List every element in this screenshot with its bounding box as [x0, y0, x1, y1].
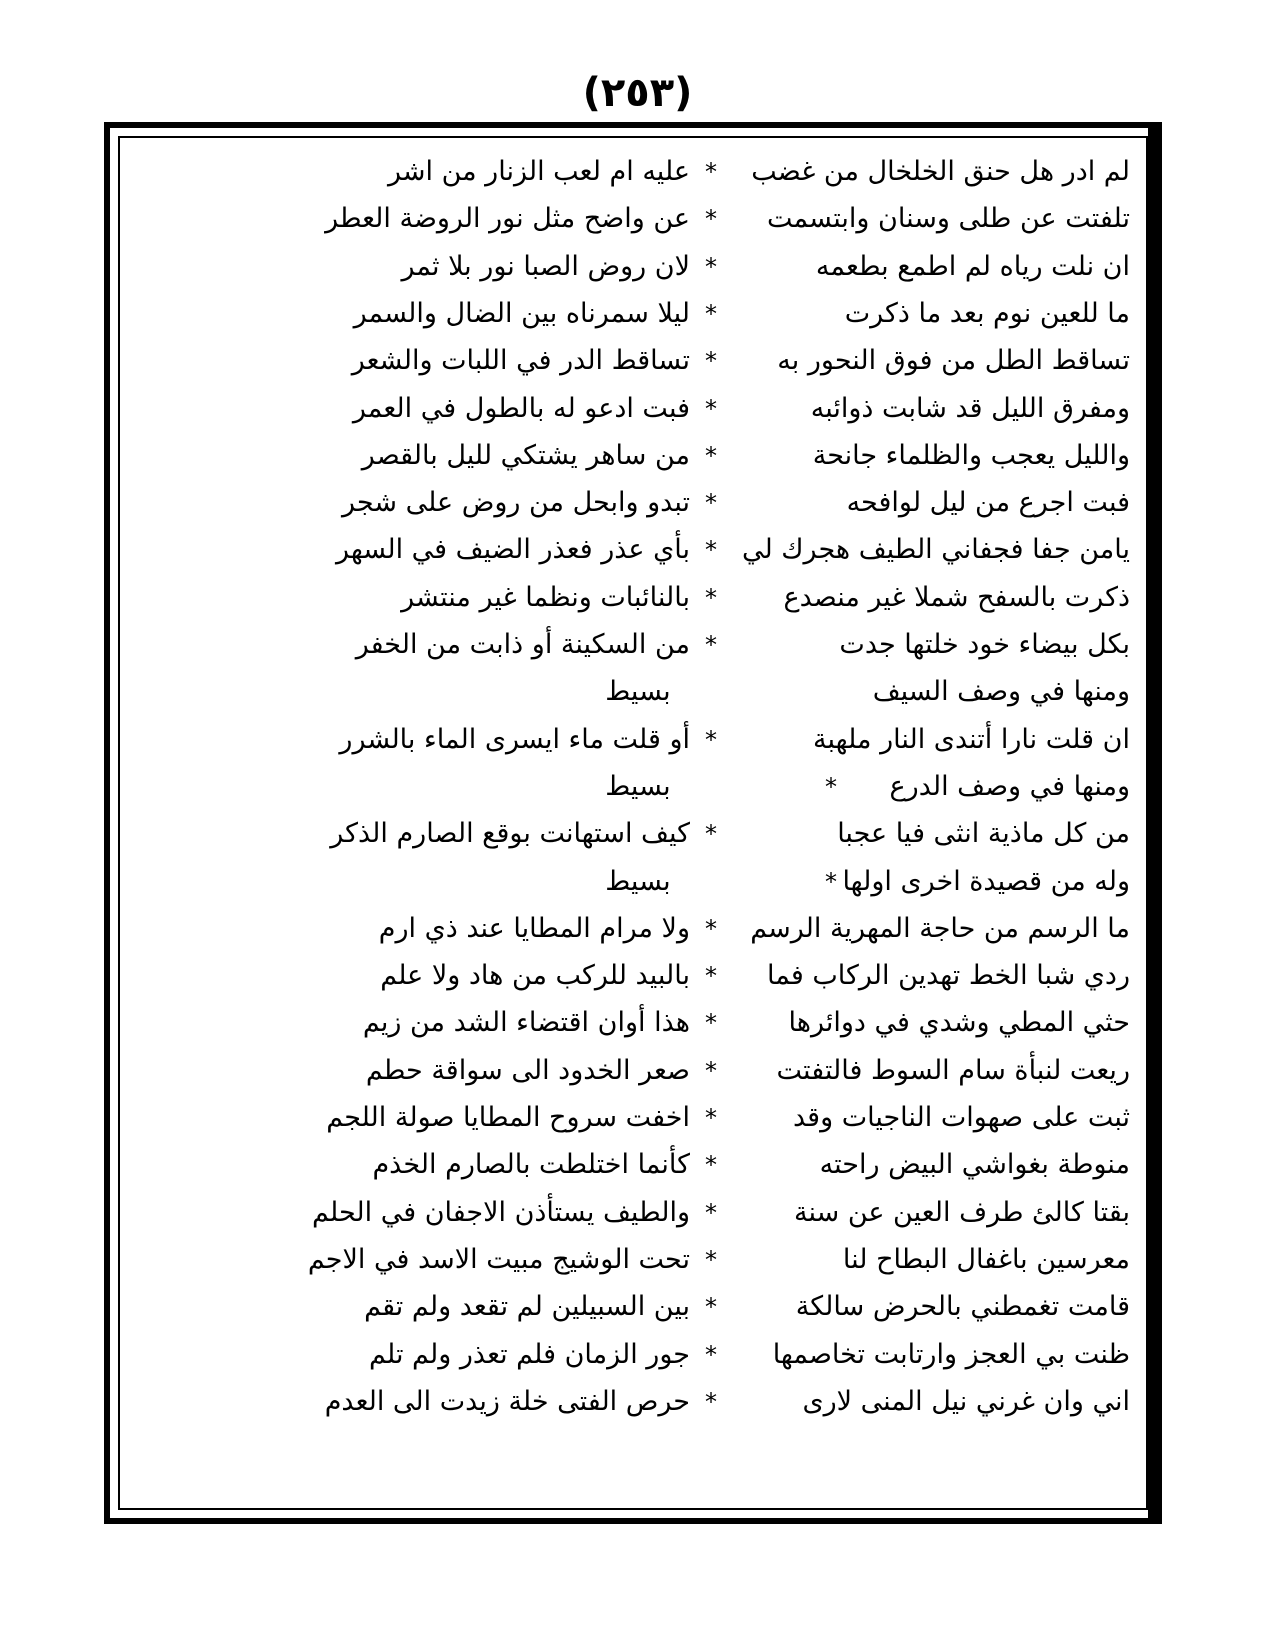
verse-line	[138, 528, 1138, 572]
heading-text: وله من قصيدة اخرى اولها	[842, 865, 1130, 897]
star-separator: *	[705, 631, 717, 659]
first-hemistich: بكل بيضاء خود خلتها جدت	[839, 629, 1130, 660]
verse-line	[138, 1049, 1138, 1093]
star-separator: *	[705, 1198, 717, 1227]
first-hemistich: ظنت بي العجز وارتابت تخاصمها	[772, 1338, 1130, 1370]
verse-line	[138, 1238, 1138, 1282]
meter-label: بسيط	[605, 770, 671, 802]
verse-line	[138, 812, 1138, 856]
verse-line	[138, 1191, 1138, 1235]
star-separator: *	[705, 158, 717, 186]
poem-body	[138, 150, 1138, 1500]
second-hemistich: من ساهر يشتكي لليل بالقصر	[361, 439, 690, 471]
verse-line	[138, 434, 1138, 478]
meter-label: بسيط	[605, 676, 671, 708]
star-separator: *	[705, 536, 717, 565]
second-hemistich: حرص الفتى خلة زيدت الى العدم	[324, 1385, 690, 1417]
second-hemistich: بأي عذر فعذر الضيف في السهر	[335, 534, 690, 566]
second-hemistich: والطيف يستأذن الاجفان في الحلم	[312, 1196, 690, 1228]
star-separator: *	[705, 252, 717, 281]
star-separator: *	[705, 1245, 717, 1274]
first-hemistich: ريعت لنبأة سام السوط فالتفتت	[776, 1054, 1130, 1086]
star-separator: *	[705, 1387, 717, 1416]
section-heading	[138, 765, 1138, 809]
first-hemistich: بقتا كالئ طرف العين عن سنة	[793, 1196, 1130, 1228]
first-hemistich: تساقط الطل من فوق النحور به	[777, 345, 1130, 377]
second-hemistich: عليه ام لعب الزنار من اشر	[387, 156, 690, 187]
star-separator: *	[705, 1293, 717, 1322]
first-hemistich: ومفرق الليل قد شابت ذوائبه	[810, 392, 1130, 424]
verse-line	[138, 197, 1138, 241]
star-separator: *	[705, 1009, 717, 1038]
star-separator: *	[705, 725, 717, 754]
star-separator: *	[825, 772, 837, 801]
star-separator: *	[705, 441, 717, 470]
verse-line	[138, 1380, 1138, 1424]
second-hemistich: عن واضح مثل نور الروضة العطر	[325, 203, 690, 235]
verse-line	[138, 718, 1138, 762]
verse-line	[138, 1001, 1138, 1045]
heading-text: ومنها في وصف السيف	[872, 676, 1130, 708]
second-hemistich: جور الزمان فلم تعذر ولم تلم	[369, 1338, 690, 1370]
star-separator: *	[705, 820, 717, 849]
second-hemistich: من السكينة أو ذابت من الخفر	[355, 629, 690, 660]
verse-line	[138, 339, 1138, 383]
second-hemistich: تبدو وابحل من روض على شجر	[342, 487, 690, 519]
second-hemistich: هذا أوان اقتضاء الشد من زيم	[362, 1007, 690, 1039]
star-separator: *	[705, 205, 717, 234]
second-hemistich: فبت ادعو له بالطول في العمر	[352, 392, 690, 424]
second-hemistich: بالنائبات ونظما غير منتشر	[401, 581, 690, 613]
verse-line	[138, 1333, 1138, 1377]
verse-line	[138, 387, 1138, 431]
second-hemistich: تساقط الدر في اللبات والشعر	[351, 345, 690, 377]
first-hemistich: ثبت على صهوات الناجيات وقد	[793, 1102, 1130, 1133]
first-hemistich: اني وان غرني نيل المنى لارى	[802, 1385, 1130, 1417]
section-heading	[138, 860, 1138, 904]
star-separator: *	[705, 299, 717, 328]
first-hemistich: فبت اجرع من ليل لوافحه	[846, 487, 1130, 519]
first-hemistich: ان نلت رياه لم اطمع بطعمه	[815, 250, 1130, 282]
first-hemistich: معرسين باغفال البطاح لنا	[842, 1243, 1130, 1275]
star-separator: *	[705, 347, 717, 376]
second-hemistich: كأنما اختلطت بالصارم الخذم	[372, 1149, 690, 1181]
verse-line	[138, 907, 1138, 951]
heading-text: ومنها في وصف الدرع	[889, 770, 1130, 802]
verse-line	[138, 150, 1138, 194]
second-hemistich: ولا مرام المطايا عند ذي ارم	[378, 912, 690, 944]
second-hemistich: أو قلت ماء ايسرى الماء بالشرر	[339, 723, 690, 755]
verse-line	[138, 576, 1138, 620]
first-hemistich: ذكرت بالسفح شملا غير منصدع	[783, 581, 1130, 613]
first-hemistich: والليل يعجب والظلماء جانحة	[812, 439, 1130, 471]
second-hemistich: ليلا سمرناه بين الضال والسمر	[353, 297, 690, 329]
verse-line	[138, 1143, 1138, 1187]
verse-line	[138, 292, 1138, 336]
verse-line	[138, 245, 1138, 289]
first-hemistich: من كل ماذية انثى فيا عجبا	[837, 818, 1130, 850]
star-separator: *	[705, 489, 717, 518]
second-hemistich: لان روض الصبا نور بلا ثمر	[401, 250, 690, 282]
verse-line	[138, 954, 1138, 998]
first-hemistich: ردي شبا الخط تهدين الركاب فما	[767, 960, 1130, 992]
star-separator: *	[705, 394, 717, 423]
first-hemistich: ما الرسم من حاجة المهرية الرسم	[750, 912, 1130, 944]
star-separator: *	[705, 1056, 717, 1085]
first-hemistich: يامن جفا فجفاني الطيف هجرك لي	[741, 534, 1130, 566]
star-separator: *	[705, 1104, 717, 1132]
first-hemistich: ان قلت نارا أتندى النار ملهبة	[813, 723, 1130, 755]
second-hemistich: كيف استهانت بوقع الصارم الذكر	[330, 818, 690, 850]
second-hemistich: اخفت سروح المطايا صولة اللجم	[326, 1102, 690, 1133]
page-border-spine	[1148, 128, 1156, 1522]
section-heading	[138, 670, 1138, 714]
second-hemistich: صعر الخدود الى سواقة حطم	[365, 1054, 690, 1086]
verse-line	[138, 1285, 1138, 1329]
first-hemistich: لم ادر هل حنق الخلخال من غضب	[751, 156, 1130, 187]
star-separator: *	[705, 583, 717, 612]
page-number: (٢٥٣)	[582, 70, 693, 116]
star-separator: *	[705, 1340, 717, 1369]
first-hemistich: حثي المطي وشدي في دوائرها	[788, 1007, 1130, 1039]
star-separator: *	[705, 1151, 717, 1180]
first-hemistich: منوطة بغواشي البيض راحته	[819, 1149, 1130, 1181]
first-hemistich: تلفتت عن طلى وسنان وابتسمت	[767, 203, 1130, 235]
star-separator: *	[705, 914, 717, 943]
meter-label: بسيط	[605, 865, 671, 897]
first-hemistich: ما للعين نوم بعد ما ذكرت	[844, 297, 1130, 329]
second-hemistich: بالبيد للركب من هاد ولا علم	[380, 960, 690, 992]
first-hemistich: قامت تغمطني بالحرض سالكة	[795, 1291, 1130, 1323]
second-hemistich: بين السبيلين لم تقعد ولم تقم	[364, 1291, 690, 1323]
second-hemistich: تحت الوشيج مبيت الاسد في الاجم	[307, 1243, 690, 1275]
star-separator: *	[705, 962, 717, 991]
verse-line	[138, 623, 1138, 667]
verse-line	[138, 481, 1138, 525]
verse-line	[138, 1096, 1138, 1140]
star-separator: *	[825, 867, 837, 896]
